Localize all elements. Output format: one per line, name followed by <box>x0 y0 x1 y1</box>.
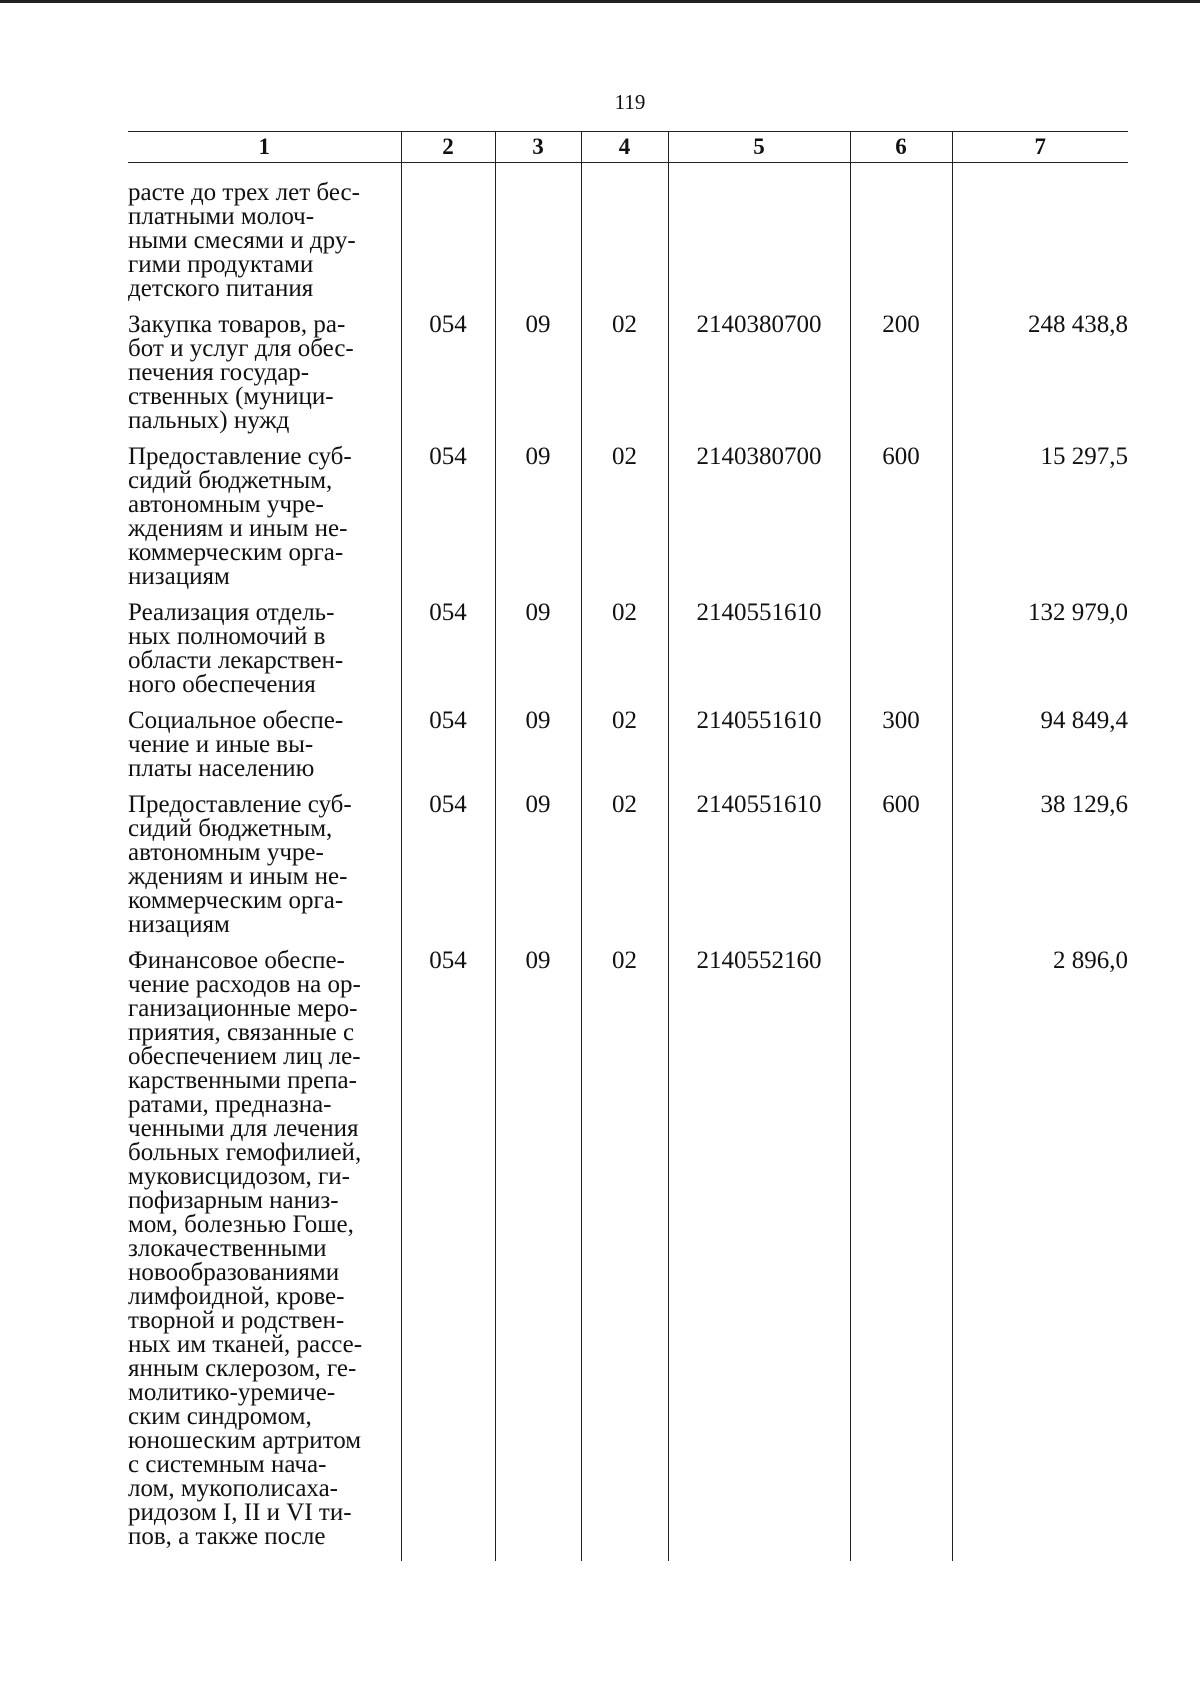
budget-table <box>128 131 1128 1561</box>
table-row <box>128 949 1128 1561</box>
target-article-code: 2140380700 <box>668 445 850 601</box>
target-article-code: 2140551610 <box>668 709 850 793</box>
subsection-code: 02 <box>581 313 668 445</box>
row-description: Предоставление суб- сидий бюджетным, автономным учре- ждениям и иным не- коммерческим орга- низациям <box>128 443 352 590</box>
expense-type-code <box>850 601 952 709</box>
subsection-code: 02 <box>581 949 668 1561</box>
expense-type-code <box>850 949 952 1561</box>
target-article-code: 2140551610 <box>668 601 850 709</box>
section-code: 09 <box>495 949 581 1561</box>
ministry-code <box>401 181 495 313</box>
expense-type-code <box>850 181 952 313</box>
expense-type-code: 200 <box>850 313 952 445</box>
row-description: Реализация отдель- ных полномочий в области лекарствен- ного обеспечения <box>128 599 344 698</box>
expense-type-code: 600 <box>850 445 952 601</box>
ministry-code: 054 <box>401 601 495 709</box>
section-code <box>495 181 581 313</box>
page-number: 119 <box>614 90 646 114</box>
row-description: Социальное обеспе- чение и иные вы- платы населению <box>128 707 344 782</box>
row-description: Финансовое обеспе- чение расходов на ор- ганизационные меро- приятия, связанные с обеспечением лиц ле- карственными препа- ратами, предназна- ченными для лечения больных гемофилией, муковисцидозом, ги- пофизарным наниз- мом, болезнью Гоше, злокачественными новообразованиями лимфоидной, крове- творной и родствен- ных им тканей, рассе- янным склерозом, ге- молитико-уремиче- ским синдромом, юношеским артритом с системным нача- лом, мукополисаха- ридозом I, II и VI ти- пов, а также после <box>128 947 363 1550</box>
column-header-6: 6 <box>850 132 952 163</box>
expense-type-code: 300 <box>850 709 952 793</box>
column-header-4: 4 <box>581 132 668 163</box>
ministry-code: 054 <box>401 949 495 1561</box>
top-border-line <box>0 0 1200 3</box>
section-code: 09 <box>495 601 581 709</box>
amount: 38 129,6 <box>952 793 1128 949</box>
column-header-5: 5 <box>668 132 850 163</box>
header-row <box>128 132 1128 163</box>
subsection-code: 02 <box>581 445 668 601</box>
column-header-1: 1 <box>128 132 401 163</box>
section-code: 09 <box>495 445 581 601</box>
column-header-7: 7 <box>952 132 1128 163</box>
subsection-code <box>581 181 668 313</box>
section-code: 09 <box>495 709 581 793</box>
subsection-code: 02 <box>581 601 668 709</box>
expense-type-code: 600 <box>850 793 952 949</box>
section-code: 09 <box>495 793 581 949</box>
row-description: Закупка товаров, ра- бот и услуг для обес- печения государ- ственных (муници- пальных) нужд <box>128 311 354 434</box>
ministry-code: 054 <box>401 445 495 601</box>
subsection-code: 02 <box>581 793 668 949</box>
ministry-code: 054 <box>401 313 495 445</box>
table-row <box>128 709 1128 793</box>
column-header-2: 2 <box>401 132 495 163</box>
column-header-3: 3 <box>495 132 581 163</box>
table-row <box>128 313 1128 445</box>
amount: 2 896,0 <box>952 949 1128 1561</box>
amount: 248 438,8 <box>952 313 1128 445</box>
subsection-code: 02 <box>581 709 668 793</box>
amount: 15 297,5 <box>952 445 1128 601</box>
target-article-code: 2140551610 <box>668 793 850 949</box>
table-row <box>128 601 1128 709</box>
table-row <box>128 181 1128 313</box>
target-article-code <box>668 181 850 313</box>
target-article-code: 2140380700 <box>668 313 850 445</box>
row-description: расте до трех лет бес- платными молоч- ными смесями и дру- гими продуктами детского питания <box>128 179 360 302</box>
section-code: 09 <box>495 313 581 445</box>
row-description: Предоставление суб- сидий бюджетным, автономным учре- ждениям и иным не- коммерческим орга- низациям <box>128 791 352 938</box>
amount: 94 849,4 <box>952 709 1128 793</box>
amount <box>952 181 1128 313</box>
target-article-code: 2140552160 <box>668 949 850 1561</box>
amount: 132 979,0 <box>952 601 1128 709</box>
ministry-code: 054 <box>401 793 495 949</box>
table-row <box>128 793 1128 949</box>
table-row <box>128 445 1128 601</box>
ministry-code: 054 <box>401 709 495 793</box>
